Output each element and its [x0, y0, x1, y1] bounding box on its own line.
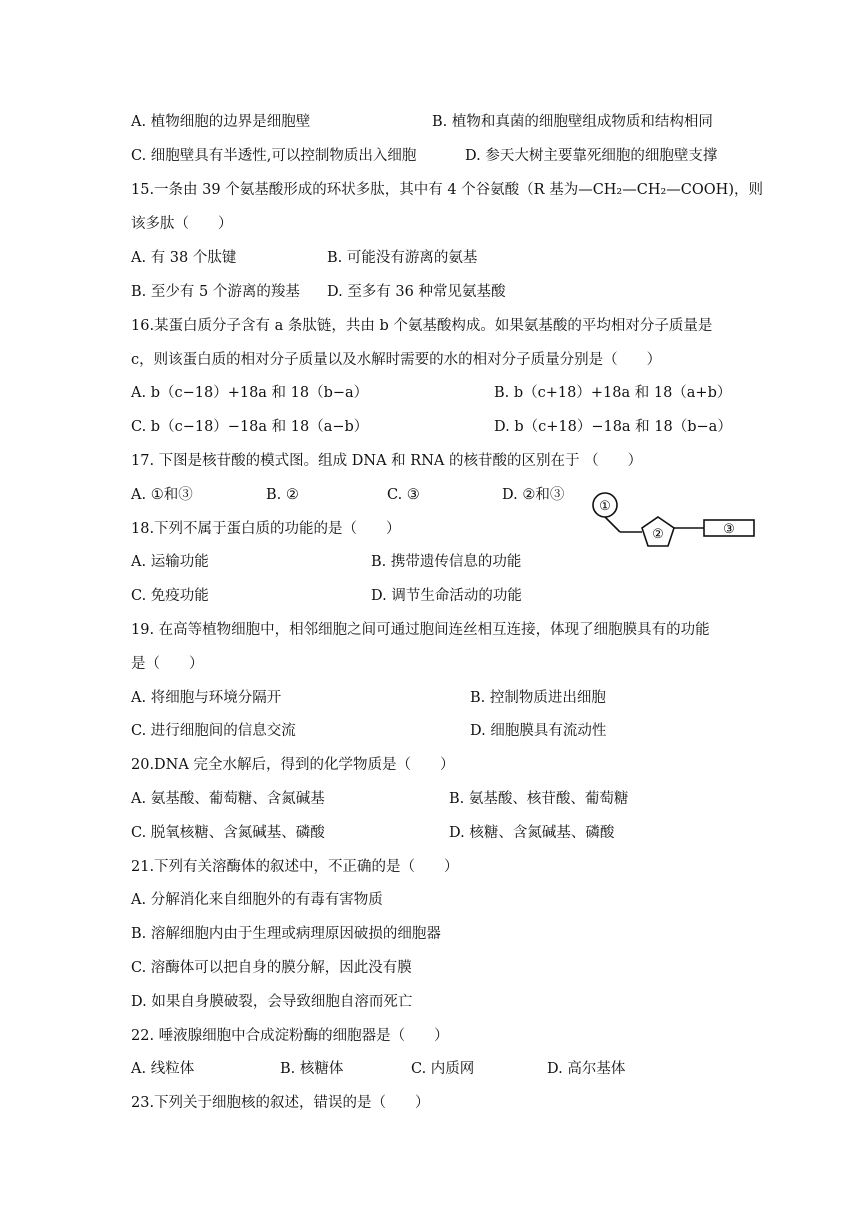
question-15-stem-cont: 该多肽（ ） — [131, 216, 233, 232]
option-14d: D. 参天大树主要靠死细胞的细胞壁支撑 — [465, 148, 718, 164]
question-22-stem: 22. 唾液腺细胞中合成淀粉酶的细胞器是（ ） — [131, 1028, 449, 1044]
option-20d: D. 核糖、含氮碱基、磷酸 — [449, 825, 615, 841]
diagram-label-1: ① — [599, 499, 611, 514]
question-19-stem: 19. 在高等植物细胞中，相邻细胞之间可通过胞间连丝相互连接，体现了细胞膜具有的功能 — [131, 622, 710, 638]
question-20-stem: 20.DNA 完全水解后，得到的化学物质是（ ） — [131, 757, 455, 773]
option-15b: B. 可能没有游离的氨基 — [327, 250, 478, 266]
option-18c: C. 免疫功能 — [131, 588, 209, 604]
option-20c: C. 脱氧核糖、含氮碱基、磷酸 — [131, 825, 325, 841]
option-17c: C. ③ — [387, 487, 420, 503]
option-21a: A. 分解消化来自细胞外的有毒有害物质 — [131, 892, 383, 908]
nucleotide-diagram — [588, 490, 758, 548]
option-16b: B. b（c+18）+18a 和 18（a+b） — [494, 385, 732, 401]
option-18d: D. 调节生命活动的功能 — [371, 588, 522, 604]
question-19-stem-cont: 是（ ） — [131, 656, 204, 672]
option-16c: C. b（c−18）−18a 和 18（a−b） — [131, 419, 369, 435]
diagram-label-3: ③ — [723, 522, 735, 537]
question-16-stem: 16.某蛋白质分子含有 a 条肽链，共由 b 个氨基酸构成。如果氨基酸的平均相对分子质量是 — [131, 318, 713, 334]
option-16d: D. b（c+18）−18a 和 18（b−a） — [494, 419, 732, 435]
option-15c: B. 至少有 5 个游离的羧基 — [131, 284, 300, 300]
question-18-stem: 18.下列不属于蛋白质的功能的是（ ） — [131, 521, 401, 537]
question-15-stem: 15.一条由 39 个氨基酸形成的环状多肽，其中有 4 个谷氨酸（R 基为—CH₂—CH₂—COOH)，则 — [131, 182, 763, 198]
option-16a: A. b（c−18）+18a 和 18（b−a） — [131, 385, 369, 401]
option-14b: B. 植物和真菌的细胞壁组成物质和结构相同 — [432, 114, 713, 130]
option-22d: D. 高尔基体 — [547, 1061, 626, 1077]
option-17d: D. ②和③ — [502, 487, 565, 503]
question-16-stem-cont: c，则该蛋白质的相对分子质量以及水解时需要的水的相对分子质量分别是（ ） — [131, 352, 662, 368]
option-14a: A. 植物细胞的边界是细胞壁 — [131, 114, 311, 130]
option-20a: A. 氨基酸、葡萄糖、含氮碱基 — [131, 791, 325, 807]
option-22c: C. 内质网 — [411, 1061, 475, 1077]
diagram-label-2: ② — [652, 527, 664, 542]
option-15a: A. 有 38 个肽键 — [131, 250, 237, 266]
option-15d: D. 至多有 36 种常见氨基酸 — [327, 284, 506, 300]
option-18b: B. 携带遗传信息的功能 — [371, 554, 522, 570]
option-14c: C. 细胞壁具有半透性,可以控制物质出入细胞 — [131, 148, 417, 164]
option-19d: D. 细胞膜具有流动性 — [470, 723, 607, 739]
option-19c: C. 进行细胞间的信息交流 — [131, 723, 296, 739]
question-23-stem: 23.下列关于细胞核的叙述，错误的是（ ） — [131, 1095, 430, 1111]
option-21b: B. 溶解细胞内由于生理或病理原因破损的细胞器 — [131, 926, 441, 942]
question-21-stem: 21.下列有关溶酶体的叙述中，不正确的是（ ） — [131, 859, 459, 875]
option-18a: A. 运输功能 — [131, 554, 209, 570]
option-22b: B. 核糖体 — [280, 1061, 344, 1077]
option-17b: B. ② — [266, 487, 299, 503]
option-19b: B. 控制物质进出细胞 — [470, 690, 606, 706]
question-17-stem: 17. 下图是核苷酸的模式图。组成 DNA 和 RNA 的核苷酸的区别在于 （ ） — [131, 453, 643, 469]
option-22a: A. 线粒体 — [131, 1061, 195, 1077]
option-20b: B. 氨基酸、核苷酸、葡萄糖 — [449, 791, 629, 807]
option-21c: C. 溶酶体可以把自身的膜分解，因此没有膜 — [131, 960, 412, 976]
option-21d: D. 如果自身膜破裂，会导致细胞自溶而死亡 — [131, 994, 413, 1010]
option-19a: A. 将细胞与环境分隔开 — [131, 690, 282, 706]
option-17a: A. ①和③ — [131, 487, 193, 503]
